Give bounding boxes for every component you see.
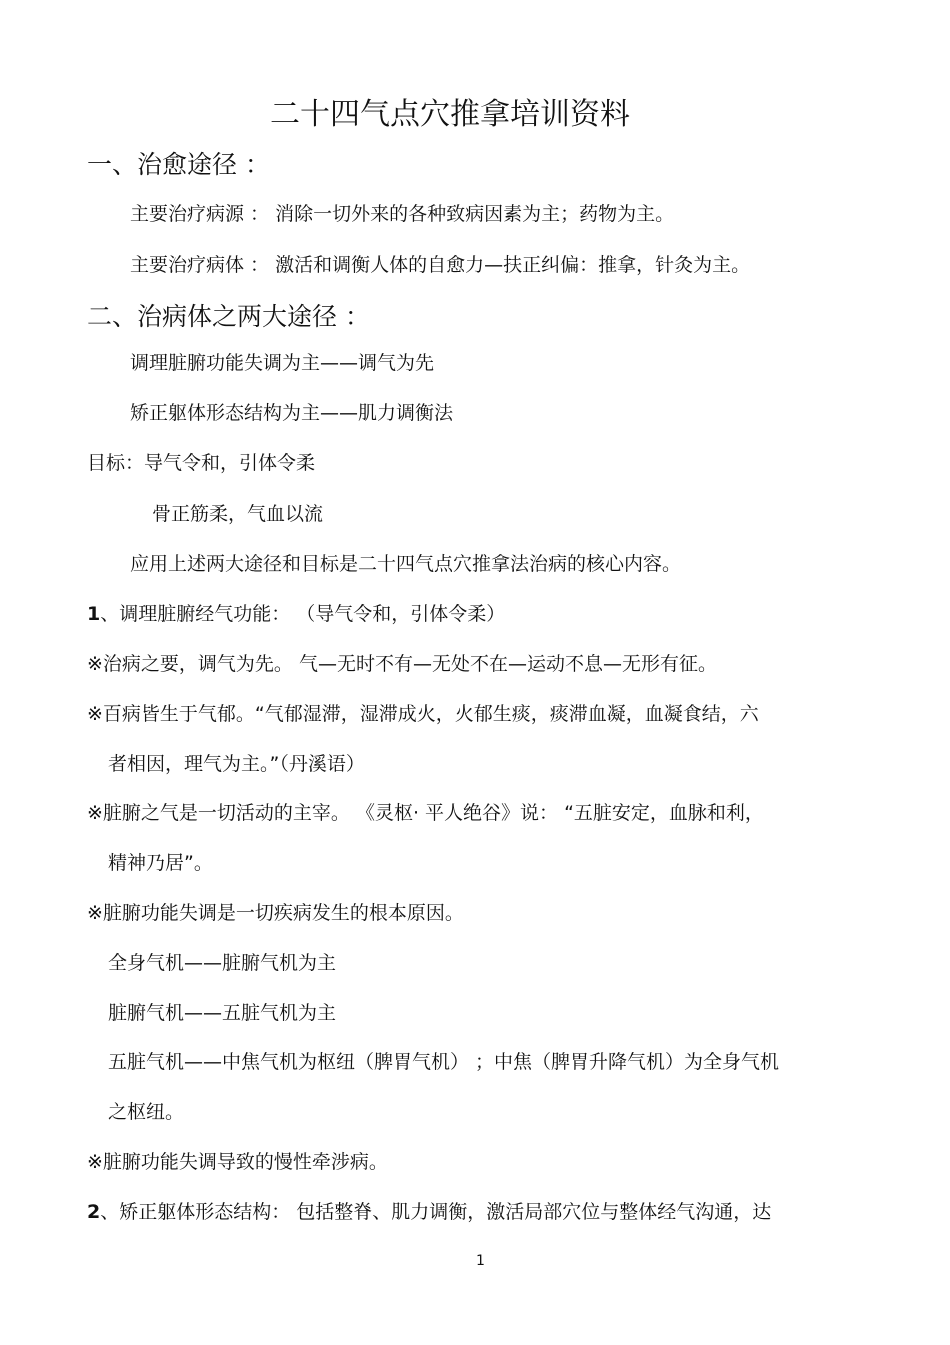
note-line: 精神乃居”。: [108, 852, 213, 874]
note-line: ※脏腑功能失调导致的慢性牵涉病。: [87, 1151, 388, 1173]
page-title: 二十四气点穴推拿培训资料: [270, 97, 630, 132]
note-line: 者相因，理气为主。”（丹溪语）: [108, 753, 365, 775]
chain-line: 之枢纽。: [108, 1101, 185, 1123]
item-text: 、矫正躯体形态结构： 包括整脊、肌力调衡，激活局部穴位与整体经气沟通，达: [100, 1201, 772, 1223]
chain-line: 脏腑气机——五脏气机为主: [108, 1002, 337, 1024]
paragraph-line: 主要治疗病源 ： 消除一切外来的各种致病因素为主；药物为主。: [130, 203, 675, 225]
note-line: ※治病之要，调气为先。 气—无时不有—无处不在—运动不息—无形有征。: [87, 653, 717, 675]
paragraph-line: 目标：导气令和，引体令柔: [87, 452, 316, 474]
paragraph-line: 调理脏腑功能失调为主——调气为先: [130, 352, 435, 374]
paragraph-line: 主要治疗病体 ： 激活和调衡人体的自愈力—扶正纠偏：推拿，针灸为主。: [130, 254, 751, 276]
note-line: ※脏腑功能失调是一切疾病发生的根本原因。: [87, 902, 464, 924]
paragraph-line: 矫正躯体形态结构为主——肌力调衡法: [130, 402, 454, 424]
numbered-item-2: [87, 1200, 771, 1224]
item-text: 、调理脏腑经气功能： （导气令和，引体令柔）: [100, 603, 506, 625]
paragraph-line: 应用上述两大途径和目标是二十四气点穴推拿法治病的核心内容。: [130, 553, 682, 575]
chain-line: 五脏气机——中焦气机为枢纽（脾胃气机） ；中焦（脾胃升降气机）为全身气机: [108, 1051, 780, 1073]
numbered-item-1: [87, 602, 505, 626]
section-heading-2: 二、治病体之两大途径 ：: [87, 302, 370, 331]
note-line: ※百病皆生于气郁。“气郁湿滞，湿滞成火，火郁生痰，痰滞血凝，血凝食结，六: [87, 703, 759, 725]
item-number: 2: [87, 1201, 101, 1223]
chain-line: 全身气机——脏腑气机为主: [108, 952, 337, 974]
note-line: ※脏腑之气是一切活动的主宰。 《灵枢· 平人绝谷》说： “五脏安定，血脉和利，: [87, 802, 764, 824]
page-number: 1: [476, 1253, 485, 1269]
section-heading-1: 一、治愈途径 ：: [87, 150, 270, 179]
paragraph-line: 骨正筋柔，气血以流: [152, 503, 324, 525]
item-number: 1: [87, 603, 101, 625]
